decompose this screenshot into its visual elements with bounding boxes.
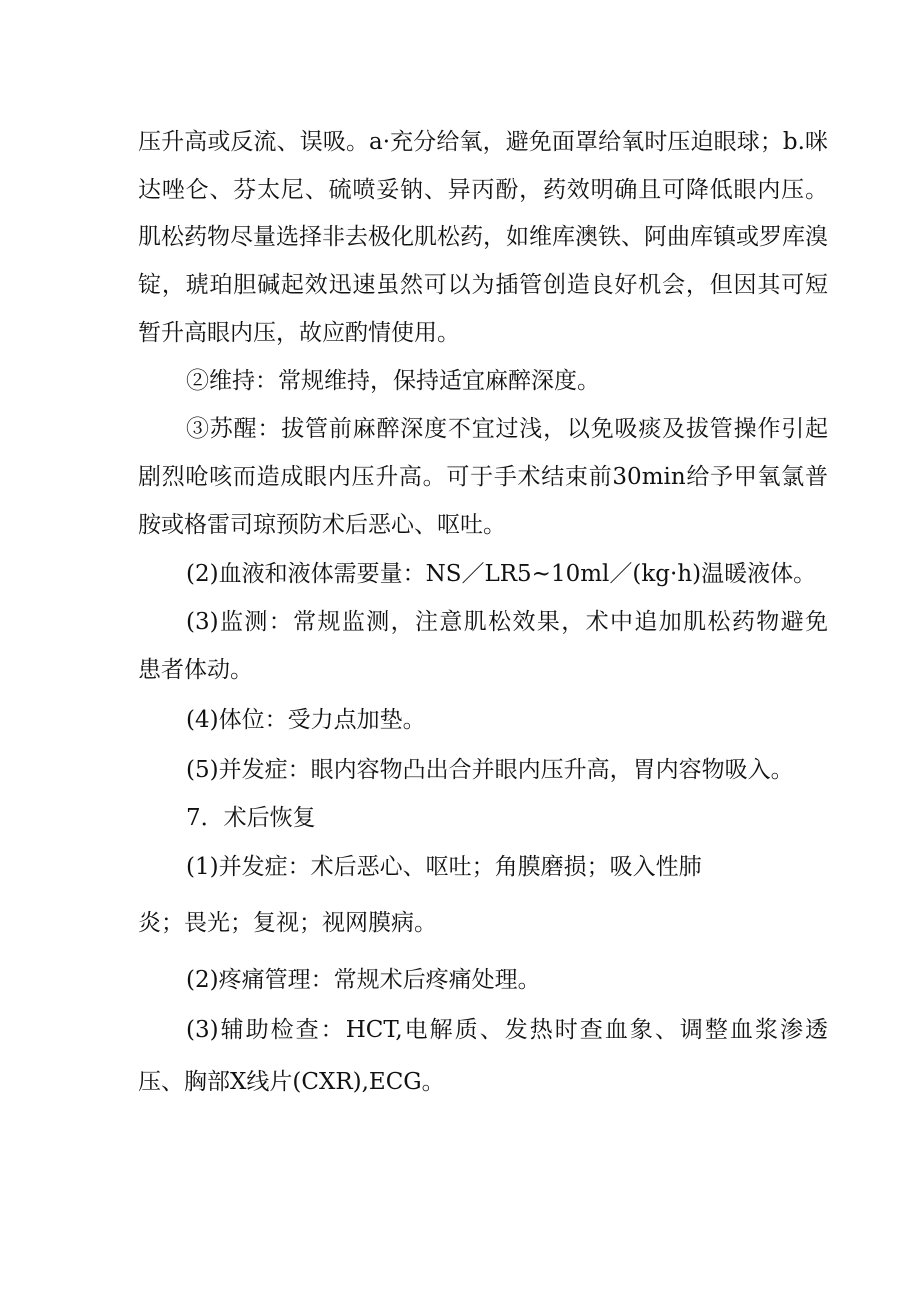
paragraph-line: 暂升高眼内压，故应酌情使用。 [138, 320, 460, 346]
paragraph-line: 锭，琥珀胆碱起效迅速虽然可以为插管创造良好机会，但因其可短 [138, 272, 828, 298]
paragraph-line: 剧烈呛咳而造成眼内压升高。可于手术结束前30min给予甲氧氯普 [138, 464, 828, 490]
paragraph-line: 炎；畏光；复视；视网膜病。 [138, 910, 437, 936]
paragraph-line: ③苏醒：拔管前麻醉深度不宜过浅，以免吸痰及拔管操作引起 [186, 416, 828, 442]
paragraph-line: (5)并发症：眼内容物凸出合并眼内压升高，胃内容物吸入。 [186, 757, 794, 783]
paragraph-line: 肌松药物尽量选择非去极化肌松药，如维库澳铁、阿曲库镇或罗库溴 [138, 224, 828, 250]
paragraph-line: ②维持：常规维持，保持适宜麻醉深度。 [186, 368, 600, 394]
paragraph-line: (4)体位：受力点加垫。 [186, 707, 426, 733]
paragraph-line: 压升高或反流、误吸。a·充分给氧，避免面罩给氧时压迫眼球；b.咪 [138, 129, 828, 155]
paragraph-line: (3)辅助检查：HCT,电解质、发热时查血象、调整血浆渗透 [186, 1017, 828, 1043]
section-heading: 7．术后恢复 [186, 805, 316, 831]
paragraph-line: 达唑仑、芬太尼、硫喷妥钠、异丙酚，药效明确且可降低眼内压。 [138, 177, 828, 203]
paragraph-line: (2)疼痛管理：常规术后疼痛处理。 [186, 967, 541, 993]
paragraph-line: 患者体动。 [138, 657, 253, 683]
paragraph-line: (2)血液和液体需要量：NS／LR5~10ml／(kg·h)温暖液体。 [186, 561, 817, 587]
paragraph-line: 胺或格雷司琼预防术后恶心、呕吐。 [138, 512, 506, 538]
paragraph-line: (1)并发症：术后恶心、呕吐；角膜磨损；吸入性肺 [186, 854, 702, 880]
paragraph-line: 压、胸部X线片(CXR),ECG。 [138, 1069, 445, 1095]
paragraph-line: (3)监测：常规监测，注意肌松效果，术中追加肌松药物避免 [186, 609, 828, 635]
